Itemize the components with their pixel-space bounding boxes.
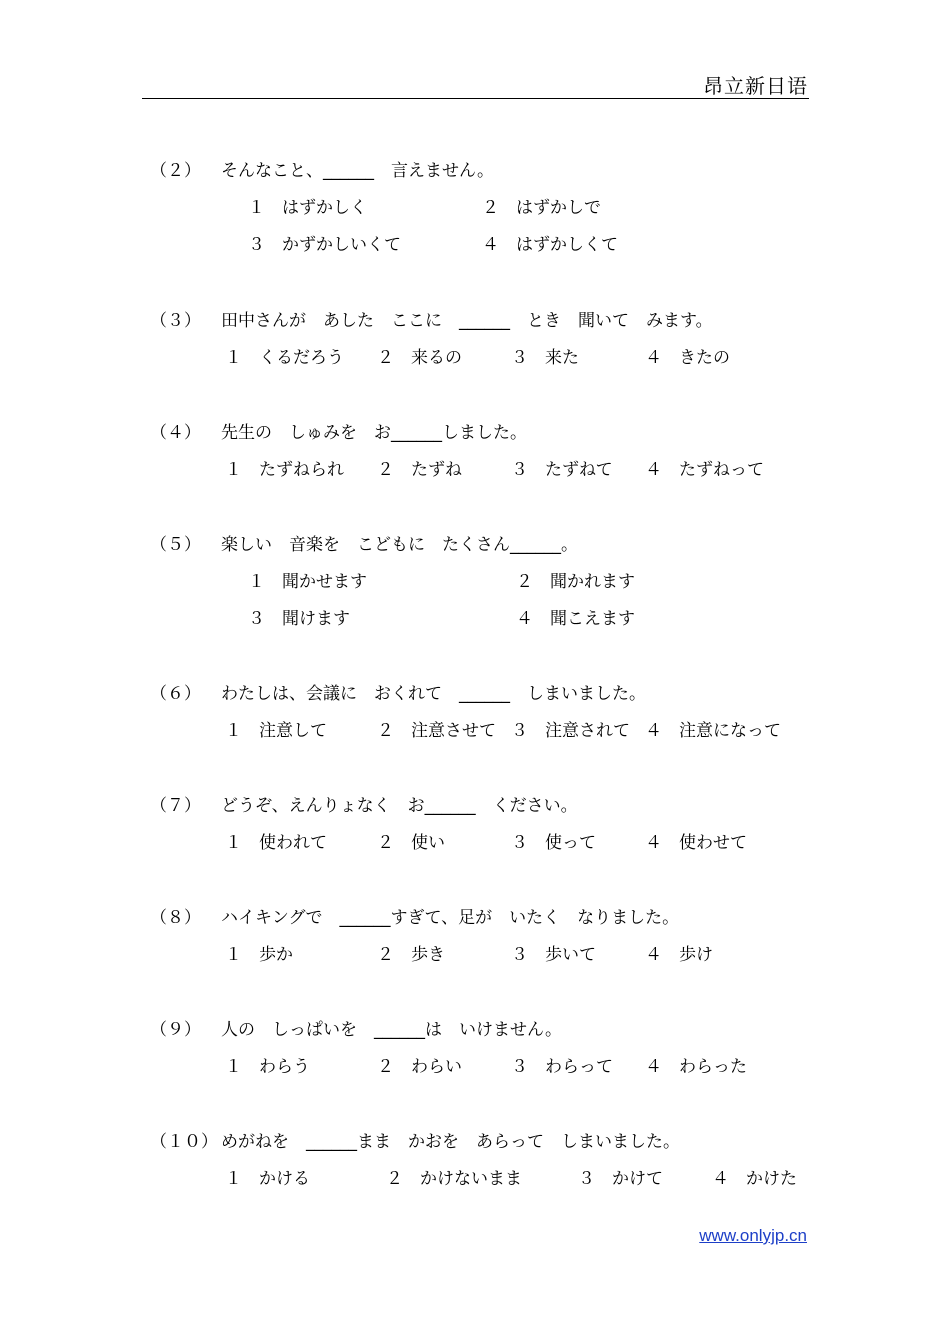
option: ３ 聞けます xyxy=(248,609,350,629)
question-number: （３） xyxy=(150,311,201,331)
option: １ 歩か xyxy=(225,945,293,965)
question-text: ハイキングで ______すぎて、足が いたく なりました。 xyxy=(221,908,680,928)
question-text: わたしは、会議に おくれて ______ しまいました。 xyxy=(221,684,646,704)
option: ２ わらい xyxy=(377,1057,462,1077)
question-number: （４） xyxy=(150,423,201,443)
question-text: 楽しい 音楽を こどもに たくさん______。 xyxy=(221,535,578,555)
option: １ わらう xyxy=(225,1057,310,1077)
option: ４ 聞こえます xyxy=(516,609,635,629)
option: ３ 注意されて xyxy=(511,721,630,741)
option: ２ 歩き xyxy=(377,945,445,965)
question-text: 人の しっぱいを ______は いけません。 xyxy=(221,1020,563,1040)
option: ４ きたの xyxy=(645,348,730,368)
option: １ くるだろう xyxy=(225,348,344,368)
header-title: 昂立新日语 xyxy=(703,74,808,98)
option: ３ 使って xyxy=(511,833,596,853)
option: ４ 注意になって xyxy=(645,721,781,741)
option: ３ 来た xyxy=(511,348,579,368)
question-text: どうぞ、えんりょなく お______ ください。 xyxy=(221,796,578,816)
option: ２ 使い xyxy=(377,833,445,853)
footer-website-link[interactable]: www.onlyjp.cn xyxy=(699,1226,807,1245)
option: １ かける xyxy=(225,1169,310,1189)
question-number: （９） xyxy=(150,1020,201,1040)
question-number: （６） xyxy=(150,684,201,704)
option: ３ たずねて xyxy=(511,460,613,480)
question-number: （８） xyxy=(150,908,201,928)
question-text: めがねを ______まま かおを あらって しまいました。 xyxy=(221,1132,680,1152)
option: ２ はずかしで xyxy=(482,198,601,218)
option: ２ たずね xyxy=(377,460,462,480)
question-text: 田中さんが あした ここに ______ とき 聞いて みます。 xyxy=(221,311,713,331)
option: ３ 歩いて xyxy=(511,945,596,965)
option: ２ 来るの xyxy=(377,348,462,368)
option: １ たずねられ xyxy=(225,460,344,480)
option: ４ かけた xyxy=(712,1169,797,1189)
option: １ 使われて xyxy=(225,833,327,853)
header-divider xyxy=(142,98,809,99)
question-number: （１０） xyxy=(150,1132,218,1152)
option: １ 注意して xyxy=(225,721,327,741)
option: ２ かけないまま xyxy=(386,1169,522,1189)
question-text: 先生の しゅみを お______しました。 xyxy=(221,423,527,443)
option: ３ かずかしいくて xyxy=(248,235,401,255)
option: ４ わらった xyxy=(645,1057,747,1077)
option: ４ 歩け xyxy=(645,945,713,965)
question-text: そんなこと、______ 言えません。 xyxy=(221,161,495,181)
question-number: （２） xyxy=(150,161,201,181)
option: ３ かけて xyxy=(578,1169,663,1189)
option: ３ わらって xyxy=(511,1057,613,1077)
question-number: （７） xyxy=(150,796,201,816)
option: ２ 注意させて xyxy=(377,721,496,741)
option: １ はずかしく xyxy=(248,198,367,218)
question-number: （５） xyxy=(150,535,201,555)
option: ２ 聞かれます xyxy=(516,572,635,592)
option: １ 聞かせます xyxy=(248,572,367,592)
option: ４ はずかしくて xyxy=(482,235,618,255)
option: ４ たずねって xyxy=(645,460,764,480)
option: ４ 使わせて xyxy=(645,833,747,853)
